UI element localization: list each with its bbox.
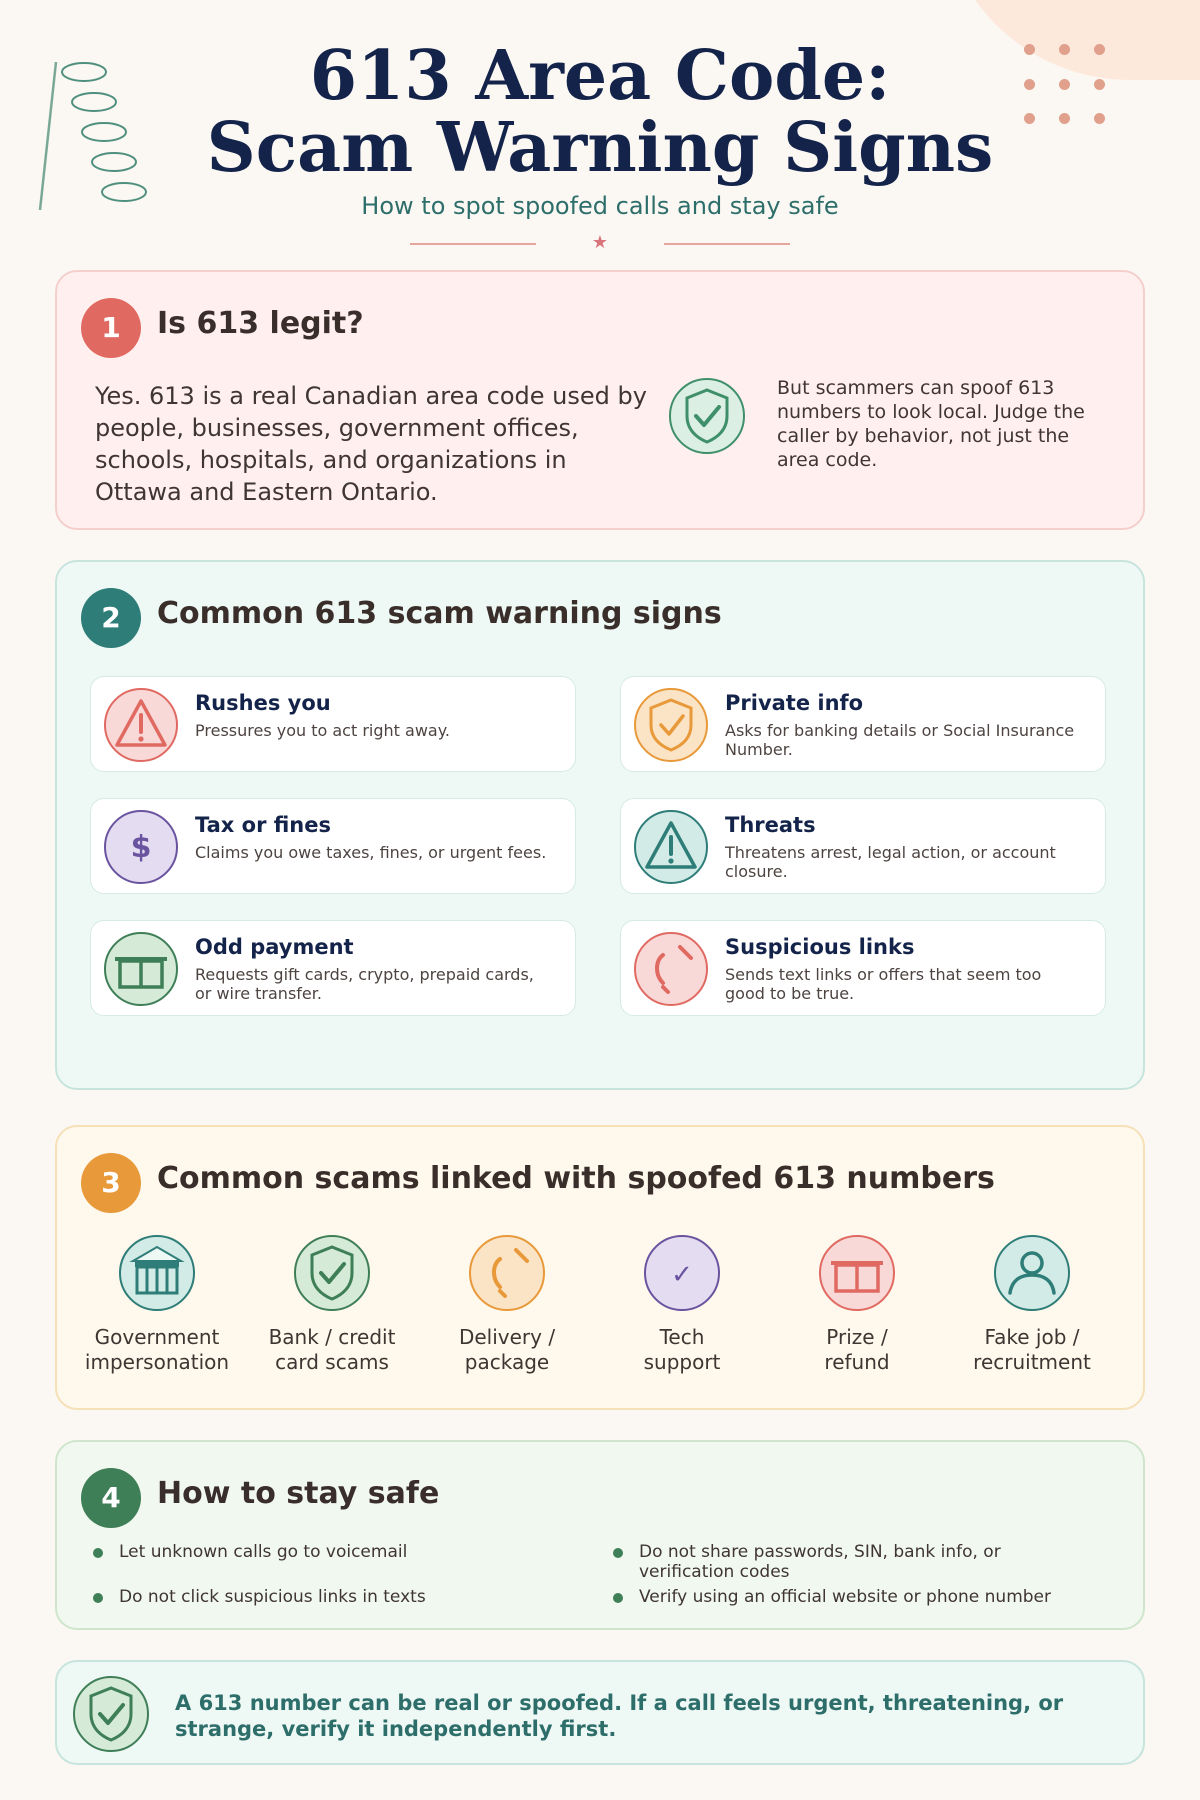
person-icon xyxy=(992,1233,1072,1313)
star-icon: ★ xyxy=(591,232,609,253)
section-number: 3 xyxy=(81,1153,141,1213)
scam-label-line-1: Delivery / xyxy=(458,1325,556,1349)
page-subtitle: How to spot spoofed calls and stay safe xyxy=(361,192,839,220)
scam-label-line-1: Fake job / xyxy=(984,1325,1080,1349)
sign-title: Odd payment xyxy=(195,935,354,959)
warning-sign-card xyxy=(90,920,576,1016)
sign-title: Private info xyxy=(725,691,864,715)
safety-tip: Do not share passwords, SIN, bank info, or verification codes xyxy=(613,1542,1073,1582)
footer-note: A 613 number can be real or spoofed. If a call feels urgent, threatening, or strange, verify it independently first. xyxy=(175,1691,1064,1741)
sign-description: Threatens arrest, legal action, or account closure. xyxy=(725,843,1056,881)
safety-tip: Let unknown calls go to voicemail xyxy=(93,1542,553,1562)
section-title: How to stay safe xyxy=(157,1476,440,1511)
scam-type-item xyxy=(69,1233,245,1375)
bullet-icon xyxy=(93,1548,103,1558)
header-divider xyxy=(410,232,790,256)
scam-label-line-1: Bank / credit xyxy=(268,1325,396,1349)
scam-label-line-2: recruitment xyxy=(973,1350,1091,1374)
scam-type-item xyxy=(769,1233,945,1375)
section-number: 4 xyxy=(81,1468,141,1528)
scam-label-line-2: refund xyxy=(824,1350,890,1374)
page-title xyxy=(0,36,1200,188)
warning-sign-card xyxy=(620,920,1106,1016)
warning-sign-card xyxy=(620,676,1106,772)
sign-title: Threats xyxy=(725,813,816,837)
section-body: Yes. 613 is a real Canadian area code used by people, businesses, government offices, schools, hospitals, and organizations in Ottawa and Eastern Ontario. xyxy=(95,382,647,506)
sign-description: Asks for banking details or Social Insurance Number. xyxy=(725,721,1075,759)
sign-description: Sends text links or offers that seem too good to be true. xyxy=(725,965,1042,1003)
shield-check-icon xyxy=(71,1674,151,1758)
scam-type-item xyxy=(944,1233,1120,1375)
shield-check-icon xyxy=(667,376,747,460)
bullet-icon xyxy=(613,1593,623,1603)
section-warning-signs xyxy=(55,560,1145,1090)
dollar-glyph: $ xyxy=(130,830,152,865)
safety-tip: Verify using an official website or phone number xyxy=(613,1587,1073,1607)
bullet-icon xyxy=(93,1593,103,1603)
footer-callout xyxy=(55,1660,1145,1765)
warning-sign-card xyxy=(620,798,1106,894)
scam-type-item xyxy=(244,1233,420,1375)
shield-check-icon xyxy=(633,687,709,767)
section-common-scams xyxy=(55,1125,1145,1410)
section-title: Common 613 scam warning signs xyxy=(157,596,722,631)
scam-type-item xyxy=(594,1233,770,1375)
warning-sign-card xyxy=(90,676,576,772)
page-header xyxy=(0,36,1200,256)
sign-description: Claims you owe taxes, fines, or urgent fees. xyxy=(195,843,547,862)
safety-tip: Do not click suspicious links in texts xyxy=(93,1587,553,1607)
section-title: Is 613 legit? xyxy=(157,306,364,341)
section-side-note: But scammers can spoof 613 numbers to look local. Judge the caller by behavior, not just the area code. xyxy=(777,377,1085,471)
scam-label-line-2: support xyxy=(643,1350,721,1374)
scam-label-line-2: impersonation xyxy=(84,1350,230,1374)
warning-sign-card xyxy=(90,798,576,894)
warning-triangle-icon xyxy=(103,687,179,767)
bullet-icon xyxy=(613,1548,623,1558)
section-is-613-legit xyxy=(55,270,1145,530)
scam-label-line-2: card scams xyxy=(275,1350,389,1374)
government-building-icon xyxy=(117,1233,197,1313)
scam-label-line-1: Tech xyxy=(659,1325,705,1349)
scam-label-line-1: Prize / xyxy=(826,1325,888,1349)
payment-card-icon xyxy=(103,931,179,1011)
check-icon xyxy=(642,1233,722,1313)
dollar-icon xyxy=(103,809,179,889)
warning-triangle-icon xyxy=(633,809,709,889)
sign-description: Requests gift cards, crypto, prepaid cards, or wire transfer. xyxy=(195,965,534,1003)
shield-check-icon xyxy=(292,1233,372,1313)
scam-type-item xyxy=(419,1233,595,1375)
scam-label-line-2: package xyxy=(464,1350,550,1374)
title-line-2: Scam Warning Signs xyxy=(206,108,994,188)
section-title: Common scams linked with spoofed 613 numbers xyxy=(157,1161,995,1196)
prize-box-icon xyxy=(817,1233,897,1313)
delivery-icon xyxy=(467,1233,547,1313)
check-glyph: ✓ xyxy=(671,1260,693,1290)
section-stay-safe xyxy=(55,1440,1145,1630)
section-number: 2 xyxy=(81,588,141,648)
section-number: 1 xyxy=(81,298,141,358)
link-icon xyxy=(633,931,709,1011)
scam-label-line-1: Government xyxy=(94,1325,220,1349)
sign-title: Tax or fines xyxy=(195,813,331,837)
sign-title: Rushes you xyxy=(195,691,331,715)
sign-description: Pressures you to act right away. xyxy=(195,721,450,740)
title-line-1: 613 Area Code: xyxy=(309,36,891,116)
sign-title: Suspicious links xyxy=(725,935,915,959)
